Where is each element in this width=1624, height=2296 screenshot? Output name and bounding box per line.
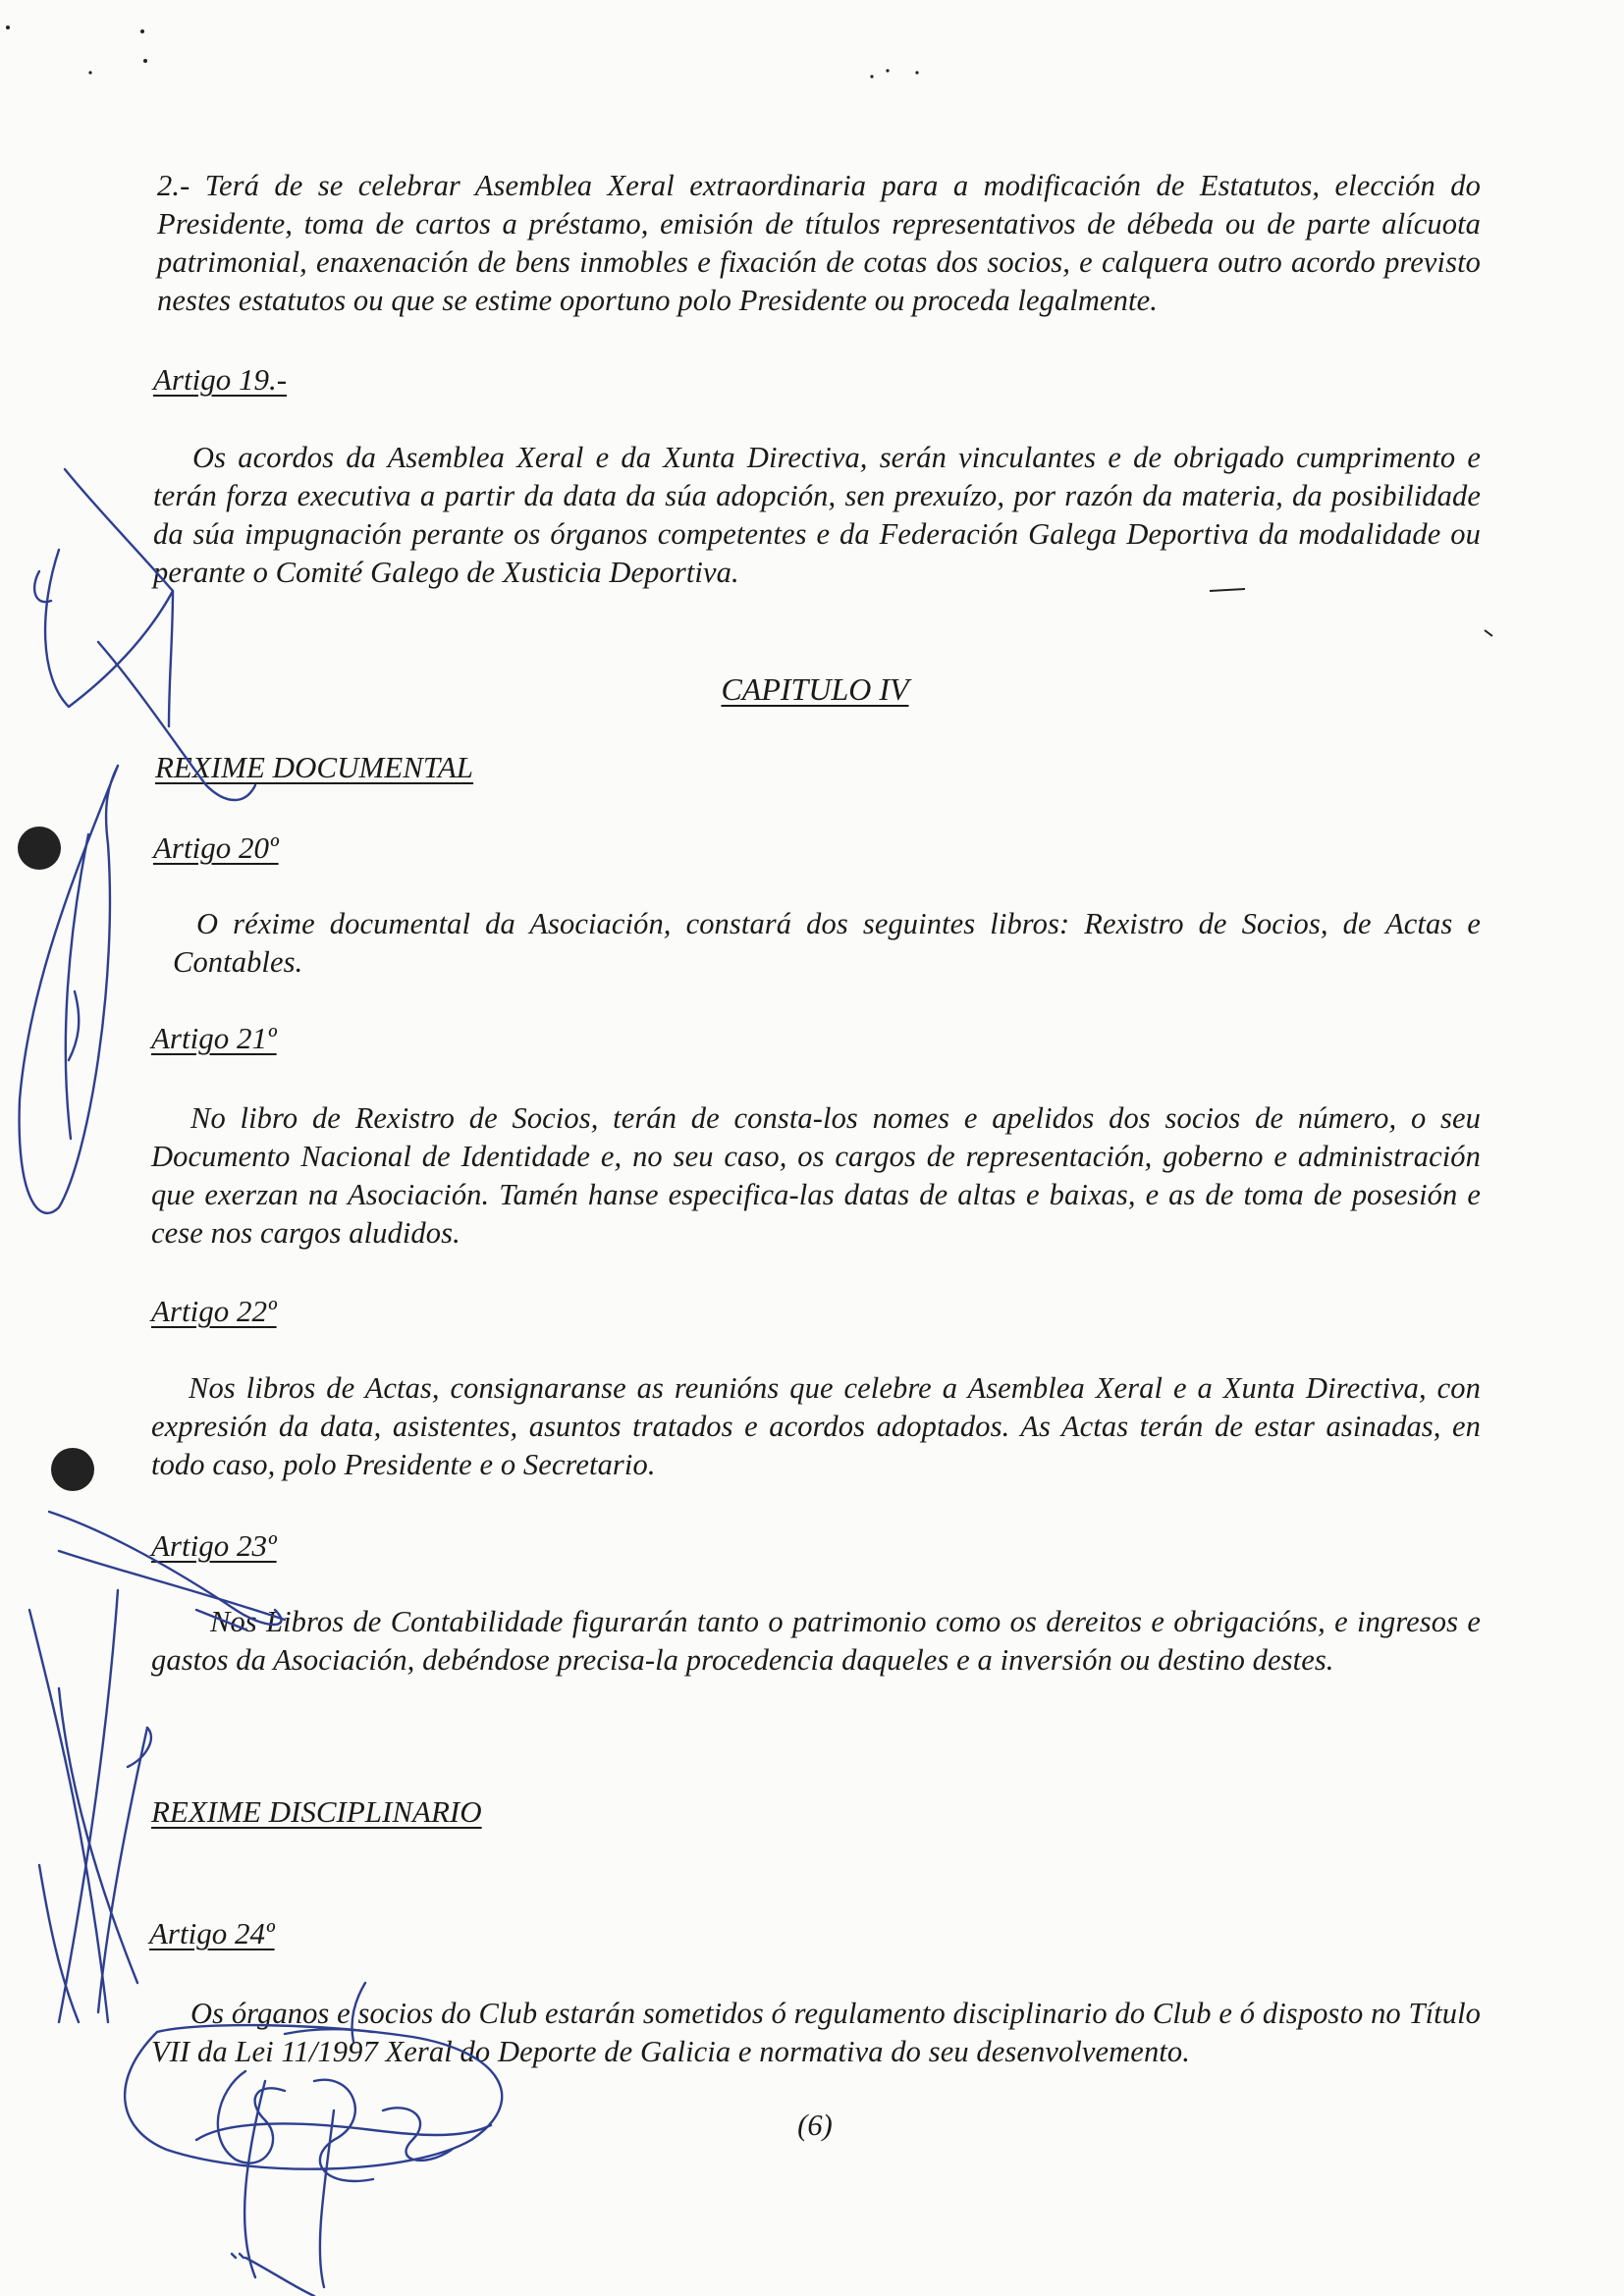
speck-mark — [140, 29, 144, 33]
bottom-signature-stroke — [218, 2071, 285, 2163]
heading-article-19: Artigo 19.- — [153, 362, 288, 397]
bottom-signature-stroke — [320, 2110, 334, 2287]
heading-article-23: Artigo 23º — [151, 1528, 277, 1563]
margin-signature-stroke — [69, 991, 79, 1060]
page-number: (6) — [797, 2109, 833, 2142]
bottom-signature-stroke — [245, 2258, 314, 2296]
paragraph-article-19: Os acordos da Asemblea Xeral e da Xunta Directiva, serán vinculantes e de obrigado cumprimento e terán forza executiva a partir da data da súa adopción, sen prexuízo, por razón da materia, da posibilidade da súa impugnación perante os órganos competentes e da Federación Galega Deportiva da modalidade ou perante o Comité Galego de Xusticia Deportiva. — [153, 441, 1481, 589]
chapter-title: CAPITULO IV — [721, 671, 909, 707]
margin-signature-stroke — [39, 1865, 79, 2022]
heading-article-24: Artigo 24º — [149, 1916, 275, 1950]
section-title-documental: REXIME DOCUMENTAL — [155, 750, 474, 784]
paragraph-assembly-extraordinary: 2.- Terá de se celebrar Asemblea Xeral extraordinaria para a modificación de Estatutos, elección do Presidente, toma de cartos a préstamo, emisión de títulos representativos de débeda ou de parte alícuota patrimonial, enaxenación de bens inmobles e fixación de cotas dos socios, e calquera outro acordo previsto nestes estatutos ou que se estime oportuno polo Presidente ou proceda legalmente. — [157, 169, 1481, 317]
margin-signature-stroke — [29, 1610, 108, 2022]
margin-signature-stroke — [98, 1728, 147, 2012]
speck-mark — [870, 75, 873, 78]
margin-signature-stroke — [20, 766, 118, 1213]
margin-signature-stroke — [59, 1688, 137, 1983]
paragraph-article-24: Os órganos e socios do Club estarán sometidos ó regulamento disciplinario do Club e ó disposto no Título VII da Lei 11/1997 Xeral do Deporte de Galicia e normativa do seu desenvolvemento. — [151, 1997, 1481, 2068]
paragraph-article-23: Nos Libros de Contabilidade figurarán tanto o patrimonio como os dereitos e obrigacións, e ingresos e gastos da Asociación, debéndose precisa-la procedencia daqueles e a inversión ou destino destes. — [151, 1605, 1481, 1677]
speck-mark — [6, 26, 10, 29]
speck-mark — [88, 71, 91, 74]
speck-mark — [915, 71, 918, 74]
section-title-disciplinario: REXIME DISCIPLINARIO — [151, 1794, 482, 1829]
heading-article-20: Artigo 20º — [153, 830, 279, 865]
paragraph-article-20: O réxime documental da Asociación, constará dos seguintes libros: Rexistro de Socios, de Actas e Contables. — [173, 907, 1481, 979]
margin-signature-stroke — [34, 571, 51, 602]
margin-signature-stroke — [169, 591, 173, 726]
heading-article-21: Artigo 21º — [151, 1021, 277, 1055]
margin-signature-stroke — [59, 1590, 118, 2022]
bottom-signature-stroke — [383, 2108, 452, 2161]
margin-signature-stroke — [128, 1728, 151, 1767]
heading-article-22: Artigo 22º — [151, 1294, 277, 1328]
paragraph-article-22: Nos libros de Actas, consignaranse as reunións que celebre a Asemblea Xeral e a Xunta Directiva, con expresión da data, asistentes, asuntos tratados e acordos adoptados. As Actas terán de estar asinadas, en todo caso, polo Presidente e o Secretario. — [151, 1371, 1481, 1481]
paragraph-article-21: No libro de Rexistro de Socios, terán de consta-los nomes e apelidos dos socios de número, o seu Documento Nacional de Identidade e, no seu caso, os cargos de representación, goberno e administración que exerzan na Asociación. Tamén hanse especifica-las datas de altas e baixas, e as de toma de posesión e cese nos cargos aludidos. — [151, 1101, 1481, 1250]
bottom-signature-stroke — [232, 2254, 244, 2258]
speck-mark — [143, 59, 147, 63]
speck-mark — [886, 69, 889, 72]
stray-mark — [1485, 630, 1492, 636]
punch-hole-mark — [51, 1448, 94, 1491]
punch-hole-mark — [18, 827, 61, 870]
margin-signature-stroke — [66, 834, 88, 1139]
bottom-signature-stroke — [244, 2081, 265, 2277]
bottom-signature-stroke — [196, 2123, 491, 2140]
bottom-signature-stroke — [314, 2080, 373, 2181]
